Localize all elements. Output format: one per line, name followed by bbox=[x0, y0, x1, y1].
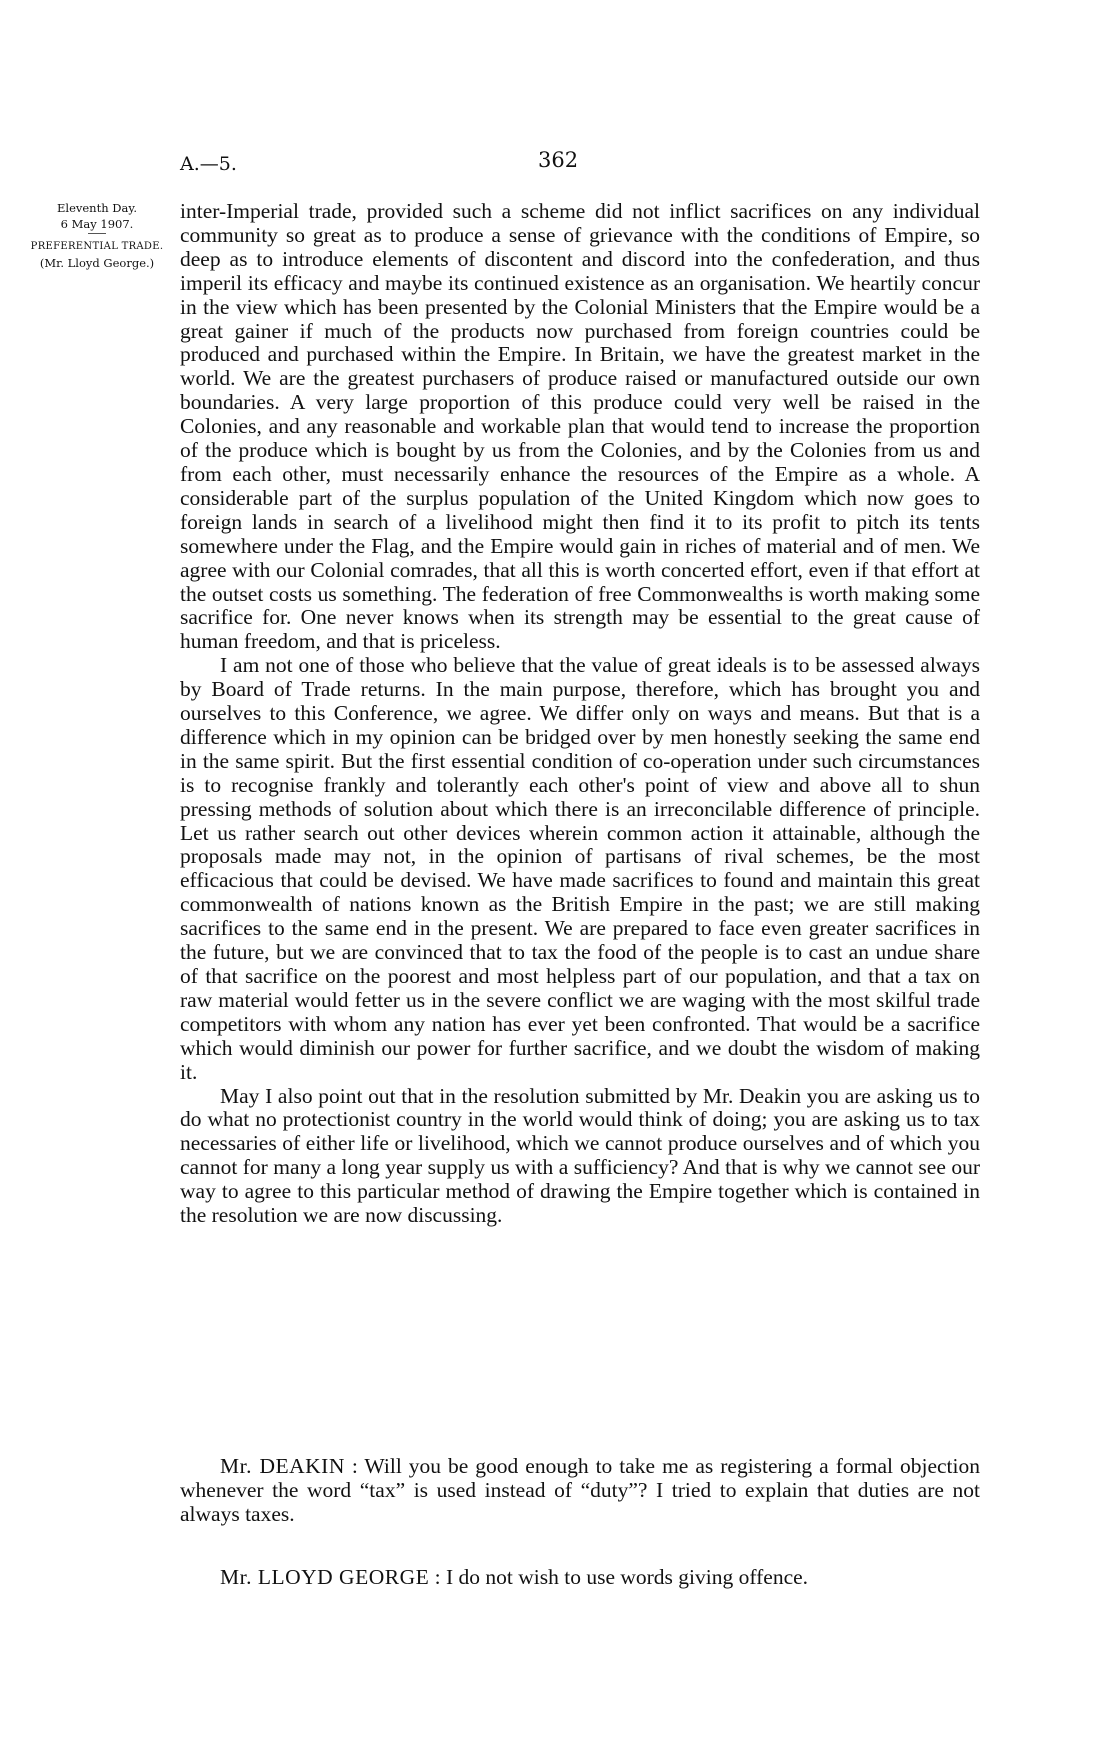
speech-body bbox=[180, 200, 980, 1228]
speaker-name: Mr. LLOYD GEORGE bbox=[220, 1565, 430, 1589]
paragraph: May I also point out that in the resolution submitted by Mr. Deakin you are asking us to do what no protectionist country in the world would think of doing; you are asking us to tax necessaries of either life or livelihood, which we cannot produce ourselves and of which you cannot for many a long year supply us with a sufficiency? And that is why we cannot see our way to agree to this particular method of drawing the Empire together which is contained in the resolution we are now discussing. bbox=[180, 1083, 980, 1228]
exchange-lloyd-george bbox=[180, 1565, 980, 1589]
exchange-deakin bbox=[180, 1454, 980, 1526]
margin-subject: PREFERENTIAL TRADE. bbox=[30, 241, 164, 252]
speaker-name: Mr. DEAKIN bbox=[220, 1454, 345, 1478]
page-number: 362 bbox=[538, 148, 579, 172]
margin-day: Eleventh Day. bbox=[57, 201, 137, 215]
margin-divider bbox=[88, 233, 106, 238]
paragraph: I am not one of those who believe that the value of great ideals is to be assessed always by Board of Trade returns. In the main purpose, therefore, which has brought you and ourselves to this Conference, we agree. We differ only on ways and means. But that is a difference which in my opinion can be bridged over by men honestly seeking the same end in the same spirit. But the first essential condition of co-operation under such circumstances is to recognise frankly and tolerantly each other's point of view and above all to shun pressing methods of solution about which there is an irreconcilable difference of principle. Let us rather search out other devices wherein common action it attainable, although the proposals made may not, in the opinion of partisans of rival schemes, be the most efficacious that could be devised. We have made sacrifices to found and maintain this great commonwealth of nations known as the British Empire in the past; we are still making sacrifices to the same end in the present. We are prepared to face even greater sacrifices in the future, but we are convinced that to tax the food of the people is to cast an undue share of that sacrifice on the poorest and most helpless part of our population, and that a tax on raw material would fetter us in the severe conflict we are waging with the most skilful trade competitors with whom any nation has ever yet been confronted. That would be a sacrifice which would diminish our power for further sacrifice, and we doubt the wisdom of making it. bbox=[180, 653, 980, 1084]
speech-text: : Will you be good enough to take me as registering a formal objection whenever the word “tax” is used instead of “duty”? I tried to explain that duties are not always taxes. bbox=[180, 1454, 981, 1526]
document-reference: A.—5. bbox=[180, 153, 237, 175]
speech-text: : I do not wish to use words giving offence. bbox=[434, 1565, 809, 1589]
margin-speaker: (Mr. Lloyd George.) bbox=[39, 256, 155, 270]
paragraph: inter-Imperial trade, provided such a scheme did not inflict sacrifices on any individual community so great as to produce a sense of grievance with the conditions of Empire, so deep as to introduce elements of discontent and discord into the confederation, and thus imperil its efficacy and maybe its continued existence as an organisation. We heartily concur in the view which has been presented by the Colonial Ministers that the Empire would be a great gainer if much of the products now purchased from foreign countries could be produced and purchased within the Empire. In Britain, we have the greatest market in the world. We are the greatest purchasers of produce raised or manufactured outside our own boundaries. A very large proportion of this produce could very well be raised in the Colonies, and any reasonable and workable plan that would tend to increase the proportion of the produce which is bought by us from the Colonies, and by the Colonies from us and from each other, must necessarily enhance the resources of the Empire as a whole. A considerable part of the surplus population of the United Kingdom which now goes to foreign lands in search of a livelihood might then find it to its profit to pitch its tents somewhere under the Flag, and the Empire would gain in riches of material and of men. We agree with our Colonial comrades, that all this is worth concerted effort, even if that effort at the outset costs us something. The federation of free Commonwealths is worth making some sacrifice for. One never knows when its strength may be essential to the great cause of human freedom, and that is priceless. bbox=[180, 199, 980, 654]
margin-notes bbox=[22, 200, 172, 271]
margin-date: 6 May 1907. bbox=[60, 217, 134, 231]
